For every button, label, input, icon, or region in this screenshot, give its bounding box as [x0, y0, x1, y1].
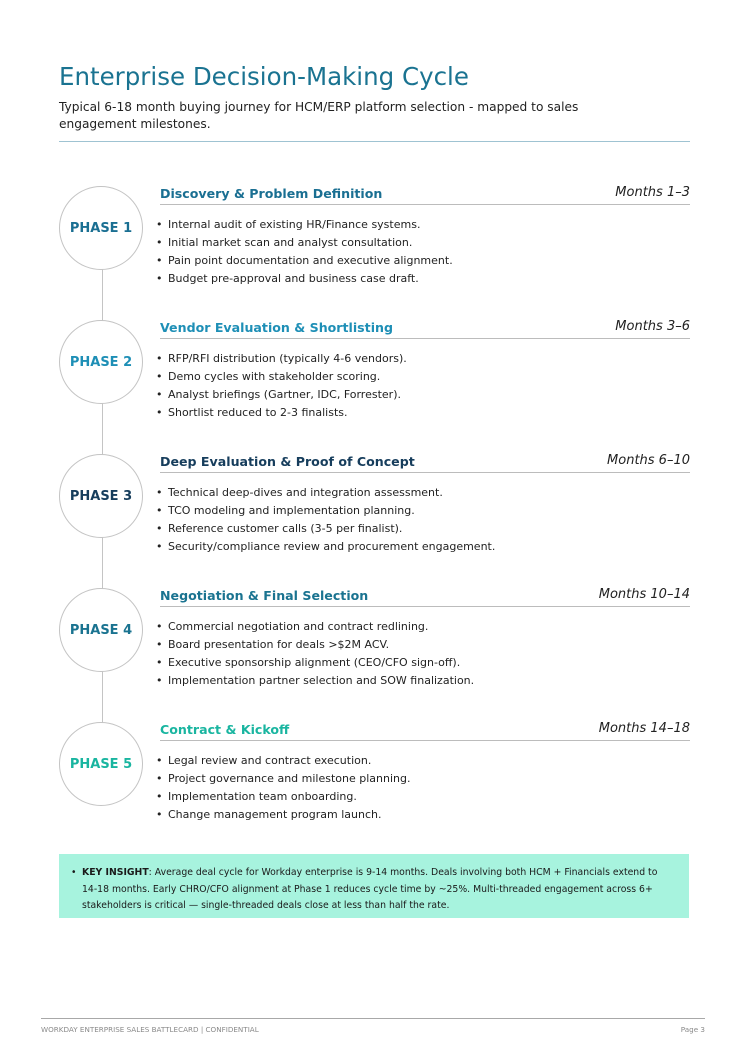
list-item: • Security/compliance review and procurement engagement. [156, 540, 496, 553]
phase-label: PHASE 1 [69, 220, 133, 236]
list-item: • Project governance and milestone planning. [156, 772, 411, 785]
phase-header [160, 722, 690, 741]
page-title: Enterprise Decision-Making Cycle [59, 62, 469, 91]
list-item: • Implementation team onboarding. [156, 790, 357, 803]
page-subtitle: Typical 6-18 month buying journey for HCM/ERP platform selection - mapped to sales engagement milestones. [59, 100, 579, 131]
phase-months: Months 1–3 [615, 185, 690, 200]
footer-confidential: WORKDAY ENTERPRISE SALES BATTLECARD | CONFIDENTIAL [41, 1025, 259, 1034]
phase-section [59, 722, 690, 852]
phase-label: PHASE 5 [69, 756, 133, 772]
phase-header [160, 320, 690, 339]
list-item: • TCO modeling and implementation planning. [156, 504, 415, 517]
phase-title: Deep Evaluation & Proof of Concept [160, 454, 415, 469]
list-item: • Demo cycles with stakeholder scoring. [156, 370, 381, 383]
list-item-text: Change management program launch. [168, 808, 382, 821]
phase-circle [59, 588, 143, 672]
list-item: • Change management program launch. [156, 808, 382, 821]
phase-title: Discovery & Problem Definition [160, 186, 383, 201]
phase-title: Negotiation & Final Selection [160, 588, 369, 603]
list-item-text: Reference customer calls (3-5 per finalist). [168, 522, 403, 535]
list-item-text: Internal audit of existing HR/Finance systems. [168, 218, 421, 231]
phase-circle [59, 186, 143, 270]
phase-bullet-list [156, 216, 453, 288]
page-number: Page 3 [680, 1025, 705, 1034]
list-item: • Executive sponsorship alignment (CEO/CFO sign-off). [156, 656, 461, 669]
list-item: • Commercial negotiation and contract redlining. [156, 620, 429, 633]
list-item: • Pain point documentation and executive alignment. [156, 254, 453, 267]
phase-header [160, 186, 690, 205]
header-divider [59, 141, 690, 142]
list-item-text: TCO modeling and implementation planning. [168, 504, 415, 517]
list-item: • Board presentation for deals >$2M ACV. [156, 638, 390, 651]
list-item-text: Security/compliance review and procurement engagement. [168, 540, 496, 553]
list-item-text: Shortlist reduced to 2-3 finalists. [168, 406, 348, 419]
list-item: • Legal review and contract execution. [156, 754, 372, 767]
phase-months: Months 10–14 [598, 587, 690, 602]
phase-label: PHASE 4 [69, 622, 133, 638]
list-item: • Initial market scan and analyst consultation. [156, 236, 413, 249]
phase-months: Months 14–18 [598, 721, 690, 736]
list-item-text: Analyst briefings (Gartner, IDC, Forrester). [168, 388, 401, 401]
phase-header [160, 588, 690, 607]
phase-section [59, 588, 690, 718]
list-item-text: Implementation partner selection and SOW finalization. [168, 674, 475, 687]
bullet-icon: • [71, 867, 77, 878]
list-item-text: Pain point documentation and executive alignment. [168, 254, 453, 267]
list-item-text: Implementation team onboarding. [168, 790, 357, 803]
key-insight-label: KEY INSIGHT [82, 867, 149, 878]
phase-header [160, 454, 690, 473]
phase-bullet-list [156, 752, 410, 824]
key-insight-body: : Average deal cycle for Workday enterprise is 9-14 months. Deals involving both HCM + Financials extend to 14-18 months. Early CHRO/CFO alignment at Phase 1 reduces cycle time by ~25%. Multi-threaded engagement across 6+ stakeholders is critical — single-threaded deals close at less than half the rate. [82, 867, 658, 911]
phase-title: Vendor Evaluation & Shortlisting [160, 320, 393, 335]
phase-circle [59, 320, 143, 404]
phase-circle [59, 454, 143, 538]
list-item-text: Board presentation for deals >$2M ACV. [168, 638, 390, 651]
list-item: • Reference customer calls (3-5 per finalist). [156, 522, 403, 535]
list-item-text: Project governance and milestone planning. [168, 772, 411, 785]
phase-bullet-list [156, 350, 407, 422]
phase-title: Contract & Kickoff [160, 722, 290, 737]
phase-months: Months 6–10 [607, 453, 690, 468]
list-item-text: Legal review and contract execution. [168, 754, 372, 767]
list-item: • RFP/RFI distribution (typically 4-6 vendors). [156, 352, 407, 365]
list-item-text: RFP/RFI distribution (typically 4-6 vendors). [168, 352, 407, 365]
key-insight-text [71, 865, 675, 915]
list-item-text: Budget pre-approval and business case draft. [168, 272, 419, 285]
phase-months: Months 3–6 [615, 319, 690, 334]
phase-label: PHASE 3 [69, 488, 133, 504]
footer-divider [41, 1018, 705, 1019]
phase-bullet-list [156, 618, 474, 690]
key-insight-callout [59, 854, 689, 918]
phase-circle [59, 722, 143, 806]
list-item: • Implementation partner selection and SOW finalization. [156, 674, 475, 687]
list-item-text: Demo cycles with stakeholder scoring. [168, 370, 381, 383]
phase-label: PHASE 2 [69, 354, 133, 370]
phase-bullet-list [156, 484, 495, 556]
list-item-text: Commercial negotiation and contract redlining. [168, 620, 429, 633]
phase-section [59, 186, 690, 316]
list-item: • Shortlist reduced to 2-3 finalists. [156, 406, 348, 419]
list-item-text: Technical deep-dives and integration assessment. [168, 486, 443, 499]
phase-section [59, 454, 690, 584]
list-item: • Technical deep-dives and integration assessment. [156, 486, 443, 499]
phase-section [59, 320, 690, 450]
list-item: • Internal audit of existing HR/Finance systems. [156, 218, 421, 231]
list-item-text: Executive sponsorship alignment (CEO/CFO sign-off). [168, 656, 461, 669]
list-item-text: Initial market scan and analyst consultation. [168, 236, 413, 249]
list-item: • Analyst briefings (Gartner, IDC, Forrester). [156, 388, 401, 401]
list-item: • Budget pre-approval and business case draft. [156, 272, 419, 285]
